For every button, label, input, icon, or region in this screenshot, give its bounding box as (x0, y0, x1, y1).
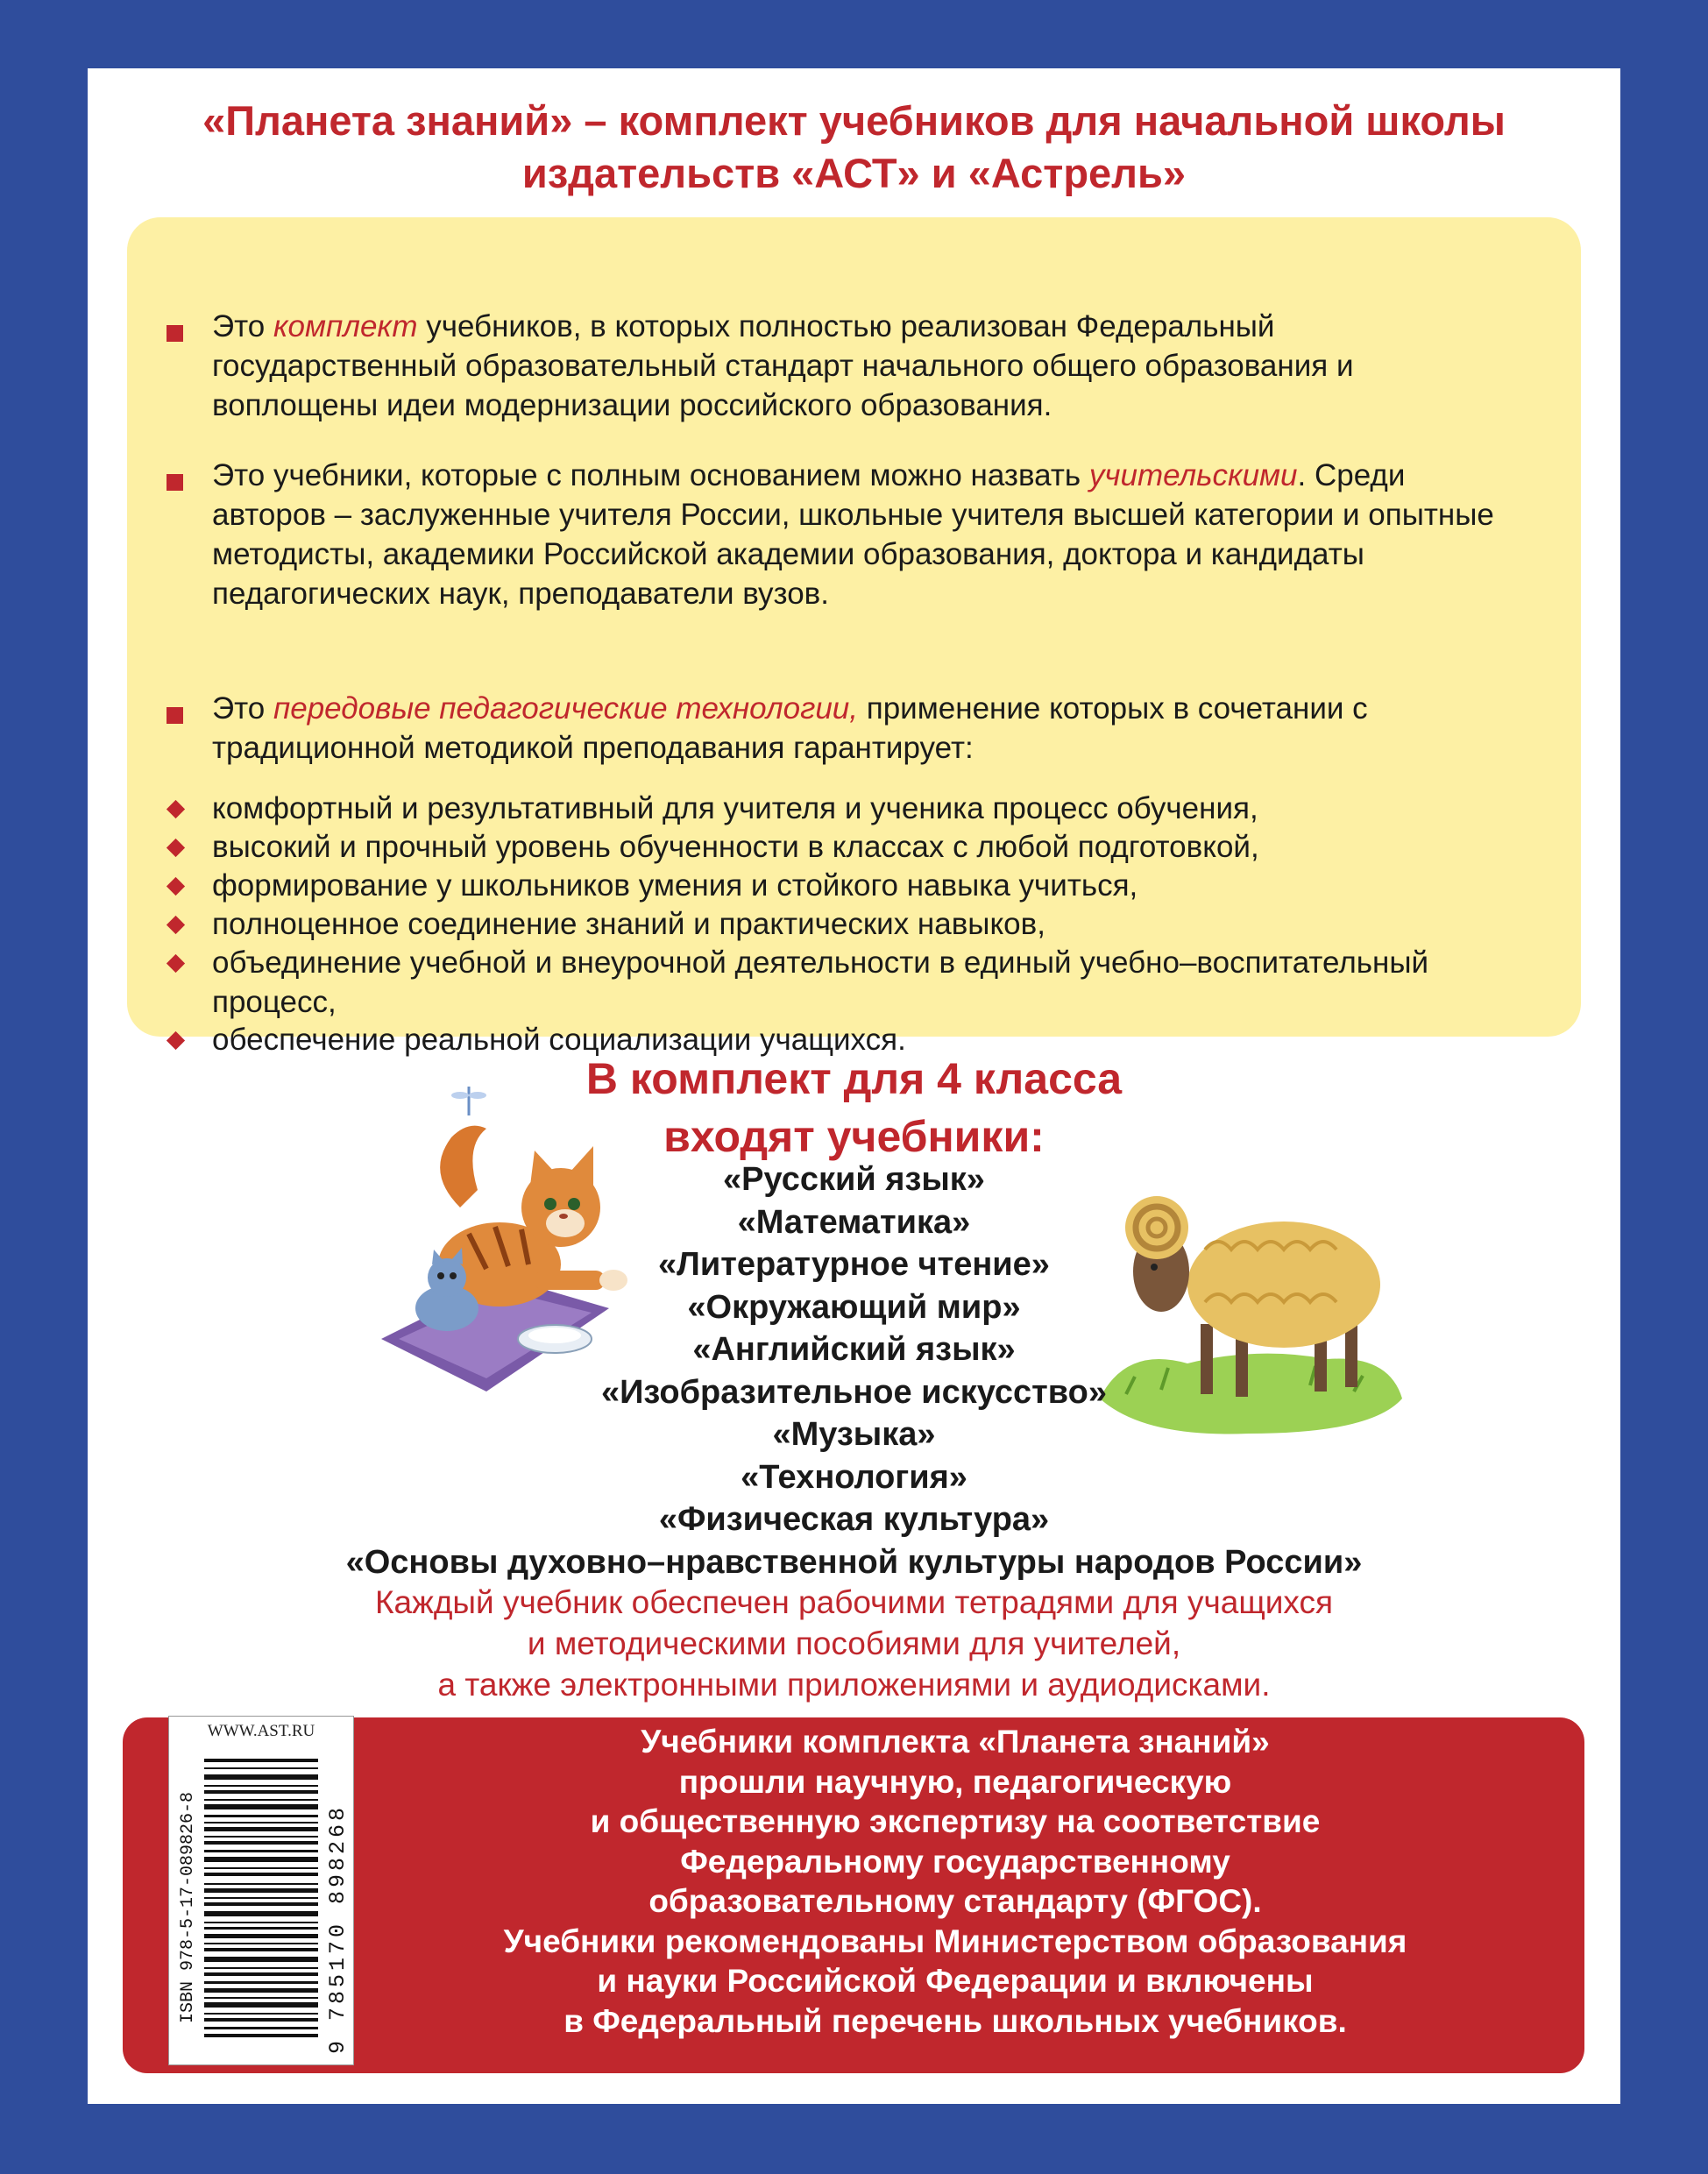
list-item: объединение учебной и внеурочной деятельности в единый учебно–воспитательный процесс, (212, 945, 1429, 1019)
expertise-line: образовательному стандарту (ФГОС). (648, 1883, 1262, 1919)
expertise-line: и науки Российской Федерации и включены (597, 1963, 1314, 1999)
kit-heading (88, 1050, 1620, 1165)
expertise-line: в Федеральный перечень школьных учебников. (563, 2002, 1347, 2039)
title-line-2: издательств «АСТ» и «Астрель» (521, 150, 1187, 196)
barcode-label (168, 1716, 354, 2065)
textbook-list (88, 1158, 1620, 1583)
intro-paragraph-3: Это передовые педагогические технологии, применение которых в сочетании с традиционной методикой преподавания гарантирует: (212, 691, 1368, 765)
kit-heading-line-1: В комплект для 4 класса (585, 1054, 1123, 1103)
note-line: а также электронными приложениями и аудиодисками. (437, 1667, 1271, 1703)
list-item: полноценное соединение знаний и практических навыков, (212, 907, 1045, 941)
expertise-line: и общественную экспертизу на соответствие (590, 1803, 1321, 1839)
list-item: формирование у школьников умения и стойкого навыка учиться, (212, 868, 1138, 903)
list-item: комфортный и результативный для учителя и ученика процесс обучения, (212, 791, 1258, 825)
textbook-title: «Технология» (741, 1458, 967, 1496)
note-line: Каждый учебник обеспечен рабочими тетрадями для учащихся (374, 1584, 1334, 1620)
page-title (88, 95, 1620, 200)
textbook-title: «Основы духовно–нравственной культуры народов России» (345, 1543, 1363, 1581)
textbook-title: «Музыка» (772, 1416, 936, 1453)
title-line-1: «Планета знаний» – комплект учебников для начальной школы (202, 97, 1506, 144)
barcode-icon (204, 1752, 318, 2050)
kit-heading-line-2: входят учебники: (663, 1112, 1045, 1161)
intro-paragraph-1: Это комплект учебников, в которых полностью реализован Федеральный государственный образовательный стандарт начального общего образования и воплощены идеи модернизации российского образования. (212, 309, 1354, 422)
textbook-title: «Изобразительное искусство» (600, 1373, 1107, 1411)
expertise-line: прошли научную, педагогическую (678, 1763, 1232, 1800)
textbook-title: «Математика» (737, 1203, 971, 1241)
expertise-line: Учебники комплекта «Планета знаний» (641, 1724, 1270, 1760)
intro-paragraph-2: Это учебники, которые с полным основанием можно назвать учительскими. Среди авторов – заслуженные учителя России, школьные учителя высшей категории и опытные методисты, академики Российской академии образования, доктора и кандидаты педагогических наук, преподаватели вузов. (212, 458, 1494, 611)
textbook-title: «Английский язык» (692, 1331, 1016, 1368)
isbn-number: ISBN 978-5-17-089826-8 (178, 1791, 198, 2023)
expertise-text (368, 1722, 1542, 2041)
expertise-line: Учебники рекомендованы Министерством образования (503, 1923, 1407, 1959)
expertise-line: Федеральному государственному (680, 1843, 1230, 1880)
textbook-title: «Литературное чтение» (658, 1246, 1050, 1283)
supplement-note (88, 1582, 1620, 1705)
textbook-title: «Окружающий мир» (687, 1288, 1021, 1326)
square-bullet-icon (167, 707, 183, 724)
back-cover (88, 68, 1620, 2104)
square-bullet-icon (167, 474, 183, 491)
barcode-digits: 9 785170 898268 (325, 1803, 351, 2054)
note-line: и методическими пособиями для учителей, (527, 1625, 1181, 1661)
textbook-title: «Физическая культура» (658, 1501, 1050, 1538)
list-item: обеспечение реальной социализации учащихся. (212, 1023, 906, 1057)
square-bullet-icon (167, 325, 183, 342)
textbook-title: «Русский язык» (723, 1161, 985, 1198)
list-item: высокий и прочный уровень обученности в классах с любой подготовкой, (212, 830, 1259, 864)
publisher-site: WWW.AST.RU (207, 1722, 315, 1740)
